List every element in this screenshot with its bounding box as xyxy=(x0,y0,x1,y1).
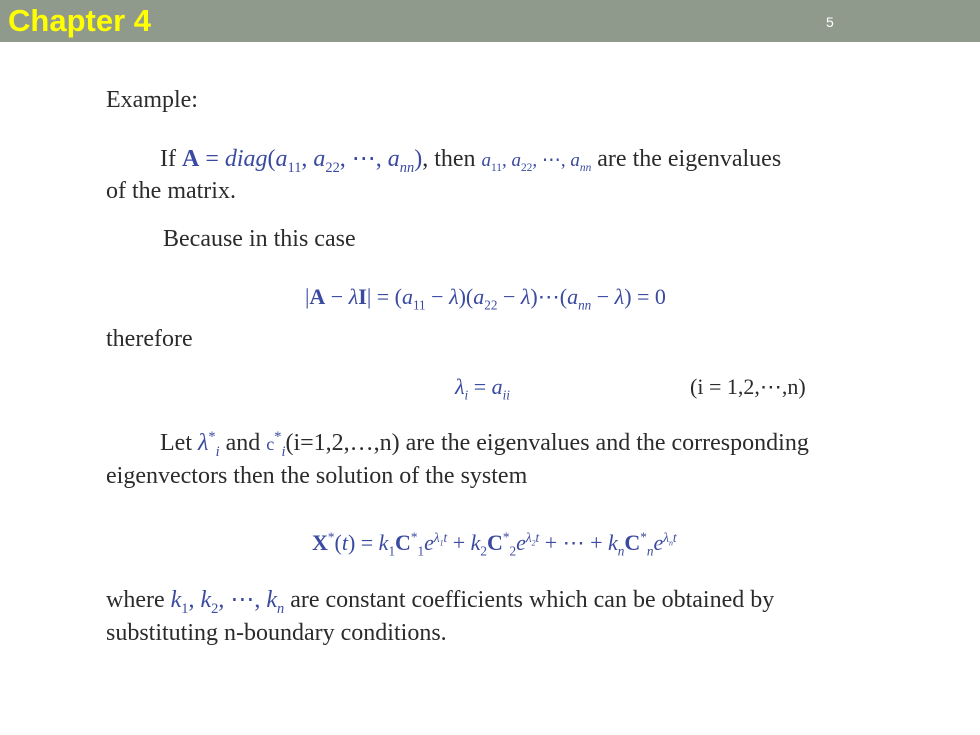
paragraph-coefficients-line2: substituting n-boundary conditions. xyxy=(106,620,447,646)
and-word: and xyxy=(225,430,261,456)
if-word: If xyxy=(160,146,176,172)
paragraph-diagonal-line2: of the matrix. xyxy=(106,178,236,204)
paragraph-coefficients-line1 xyxy=(106,585,774,615)
page-number: 5 xyxy=(826,14,834,30)
paragraph-diagonal-line1: If $A = diag(a_{11}$, $a_{22}$, ⋯, $a_{nn}$), then $a_{11}$, $a_{22}$, ⋯, $a_{nn}$ are the eigenvalues xyxy=(160,146,782,176)
paragraph-eigen-line1 xyxy=(160,428,809,459)
formula-characteristic-determinant: $|A - \lambda I| = (a_{11} - \lambda)(a_{22}$ − $\lambda)\cdots(a_{nn} - \lambda) = 0$ xyxy=(305,284,666,313)
formula-general-solution: $X^*(t) = k_1C^*_1e^{\lambda_1t} + k_2C^*_2e^{\lambda_2t}$ + ⋯ + $k_nC^*_ne^{\lambda_nt}$ xyxy=(312,529,677,559)
formula-diag: A xyxy=(181,146,200,172)
formula-lambda-star: $\lambda^*_i$ xyxy=(197,429,220,460)
formula-k-list: $k_1$, $k_2$, ⋯, $k_n$ xyxy=(170,587,285,617)
where-word: where xyxy=(106,587,165,613)
where-tail: are constant coefficients which can be obtained by xyxy=(290,587,775,613)
let-word: Let xyxy=(160,430,192,456)
then-word: , then xyxy=(422,146,476,172)
slide-header xyxy=(0,0,980,42)
formula-eigenvalue-equals-diagonal: $\lambda_i = a_{ii}$ xyxy=(455,374,510,403)
because-text: Because in this case xyxy=(163,226,356,252)
therefore-text: therefore xyxy=(106,326,193,352)
index-range: (i = 1,2,⋯,n) xyxy=(690,374,806,399)
paragraph-eigen-line2: eigenvectors then the solution of the system xyxy=(106,463,528,489)
para1-tail: are the eigenvalues xyxy=(597,146,782,172)
formula-diag-entries: $a_{11}$, $a_{22}$, ⋯, $a_{nn}$ xyxy=(481,150,592,174)
example-label: Example: xyxy=(106,87,198,113)
formula-c-star: $c^*_i$ xyxy=(266,429,286,460)
chapter-title: Chapter 4 xyxy=(8,3,151,38)
let-tail: (i=1,2,…,n) are the eigenvalues and the corresponding xyxy=(285,430,809,456)
